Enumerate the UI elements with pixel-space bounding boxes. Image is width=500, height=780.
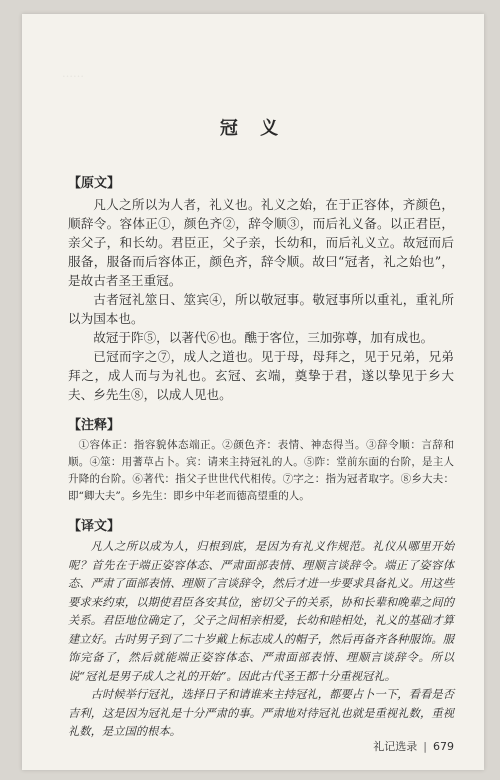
- translation-paragraph: 凡人之所以成为人，归根到底，是因为有礼义作规范。礼仪从哪里开始呢？首先在于端正姿容体态、严肃面部表情、理顺言谈辞令。端正了姿容体态、严肃了面部表情、理顺了言谈辞令，然后才进一步要求具备礼义。用这些要求来约束，以期使君臣各安其位，密切父子的关系，协和长辈和晚辈之间的关系。君臣地位确定了，父子之间相亲相爱，长幼和睦相处，礼义的基础才算建立好。古时男子到了二十岁戴上标志成人的帽子，然后再备齐各种服饰。服饰完备了，然后就能端正姿容体态、严肃面部表情、理顺言谈辞令。所以说“冠礼是男子成人之礼的开始”。因此古代圣王都十分重视冠礼。: [68, 540, 454, 683]
- page-number: 679: [433, 740, 454, 753]
- original-paragraph: 故冠于阼⑤，以著代⑥也。醮于客位，三加弥尊，加有成也。: [93, 330, 434, 345]
- notes-paragraph: ①容体正：指容貌体态端正。②颜色齐：表情、神态得当。③辞令顺：言辞和顺。④筮：用蓍草占卜。宾：请来主持冠礼的人。⑤阼：堂前东面的台阶，是主人升降的台阶。⑥著代：指父子世世代代相传。⑦字之：指为冠者取字。⑧乡大夫：即“卿大夫”。乡先生：即乡中年老而德高望重的人。: [68, 439, 454, 502]
- original-text-section: [68, 172, 454, 404]
- running-footer-section: 礼记选录: [373, 740, 418, 753]
- page-content: [68, 162, 454, 742]
- notes-section: [68, 414, 454, 505]
- original-paragraph: 已冠而字之⑦，成人之道也。见于母，母拜之，见于兄弟，兄弟拜之，成人而与为礼也。玄冠、玄端，奠挚于君，遂以挚见于乡大夫、乡先生⑧，以成人见也。: [68, 349, 454, 402]
- section-heading-translation: 【译文】: [68, 519, 121, 534]
- section-heading-notes: 【注释】: [68, 418, 121, 433]
- page-footer: [373, 738, 454, 754]
- original-paragraph: 凡人之所以为人者，礼义也。礼义之始，在于正容体，齐颜色，顺辞令。容体正①，颜色齐②，辞令顺③，而后礼义备。以正君臣，亲父子，和长幼。君臣正，父子亲，长幼和，而后礼义立。故冠而后服备，服备而后容体正，颜色齐，辞令顺。故曰“冠者，礼之始也”，是故古者圣王重冠。: [68, 197, 454, 288]
- section-heading-original: 【原文】: [68, 176, 121, 191]
- original-paragraph: 古者冠礼筮日、筮宾④，所以敬冠事。敬冠事所以重礼，重礼所以为国本也。: [68, 292, 454, 326]
- book-page: [22, 14, 484, 770]
- bleed-through-text: ……: [62, 67, 84, 80]
- footer-divider: |: [423, 740, 427, 753]
- chapter-title: 冠 义: [219, 118, 287, 139]
- translation-paragraph: 古时候举行冠礼，选择日子和请谁来主持冠礼，都要占卜一下，看看是否吉利，这是因为冠礼是十分严肃的事。严肃地对待冠礼也就是重视礼数，重视礼数，是立国的根本。: [68, 688, 454, 738]
- translation-section: [68, 515, 454, 742]
